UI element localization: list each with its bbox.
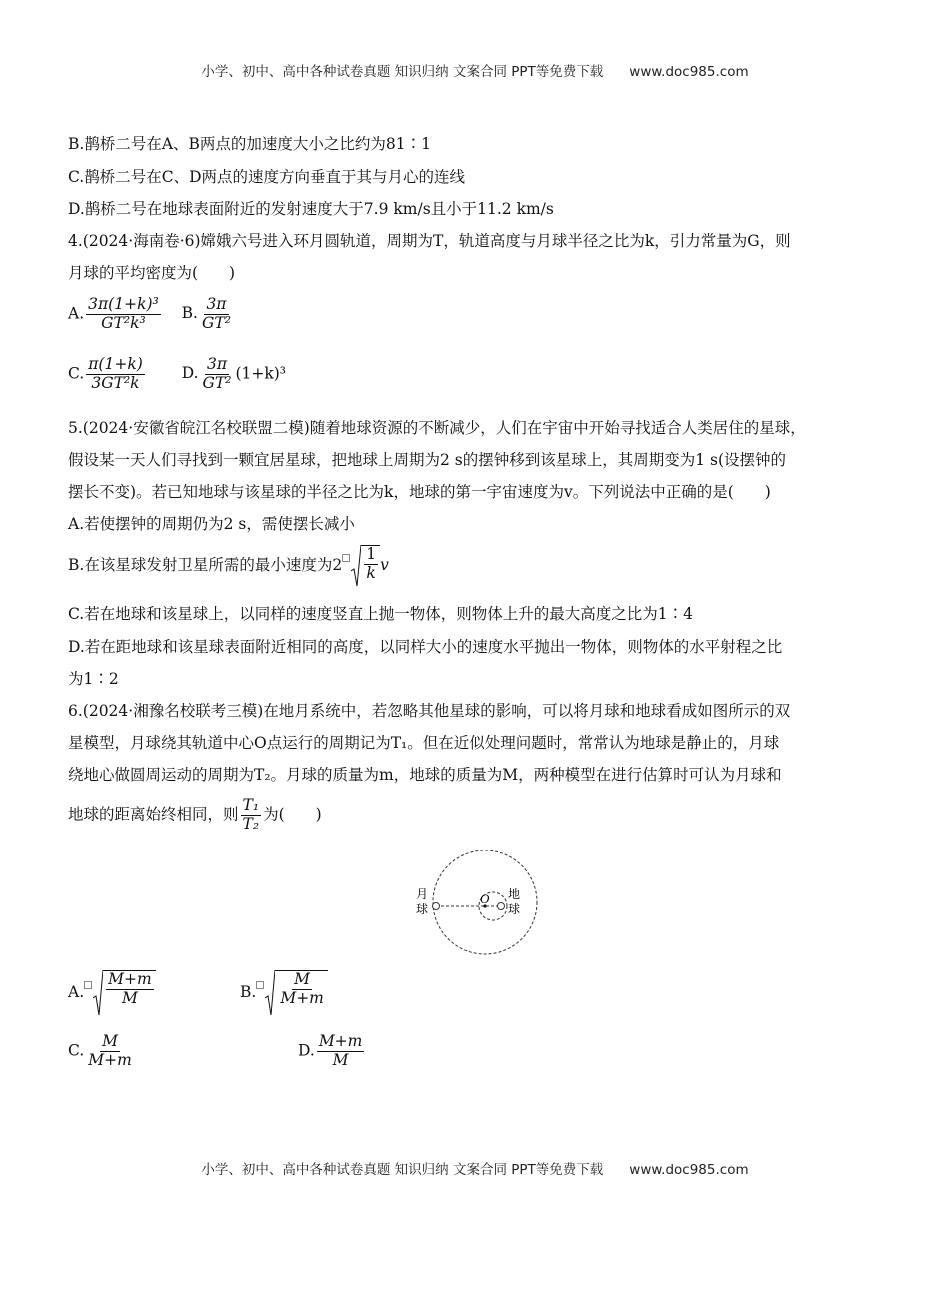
q5-option-d-line2: 为1∶2 bbox=[68, 670, 119, 688]
q4-option-b-fraction bbox=[200, 296, 233, 333]
q6-option-a-fraction bbox=[106, 971, 154, 1008]
fraction-denominator: GT² bbox=[202, 373, 232, 392]
center-label: O bbox=[480, 891, 490, 906]
velocity-symbol: v bbox=[380, 556, 389, 574]
q3-option-b: B.鹊桥二号在A、B两点的加速度大小之比约为81∶1 bbox=[68, 135, 431, 153]
fraction-numerator: 3π(1+k)³ bbox=[88, 295, 159, 313]
q5-stem-line1: 5.(2024·安徽省皖江名校联盟二模)随着地球资源的不断减少，人们在宇宙中开始寻找适合人类居住的星球， bbox=[68, 419, 806, 437]
fraction-denominator: M+m bbox=[88, 1050, 132, 1069]
placeholder-box-icon bbox=[342, 554, 350, 562]
q5-option-b bbox=[68, 545, 389, 587]
page-header bbox=[0, 60, 950, 80]
q4-options-row2 bbox=[68, 356, 286, 393]
q6-option-d-fraction bbox=[317, 1033, 365, 1070]
q6-stem-line1: 6.(2024·湘豫名校联考三模)在地月系统中，若忽略其他星球的影响，可以将月球和地球看成如图所示的双 bbox=[68, 702, 791, 720]
sqrt-radical bbox=[351, 545, 380, 587]
q3-option-d: D.鹊桥二号在地球表面附近的发射速度大于7.9 km/s且小于11.2 km/s bbox=[68, 200, 554, 218]
fraction-numerator: M bbox=[102, 1032, 118, 1050]
q4-option-b-label: B. bbox=[181, 304, 198, 323]
fraction-numerator: M+m bbox=[318, 1032, 363, 1050]
fraction-numerator: 1 bbox=[366, 545, 377, 563]
q5-option-b-fraction bbox=[364, 546, 378, 583]
q4-option-c-label: C. bbox=[68, 364, 85, 383]
q6-stem-line3: 绕地心做圆周运动的周期为T₂。月球的质量为m，地球的质量为M，两种模型在进行估算时可认为月球和 bbox=[68, 766, 782, 784]
sqrt-radical bbox=[93, 970, 156, 1016]
fraction-numerator: M bbox=[294, 970, 311, 988]
earth-dot bbox=[498, 903, 505, 910]
moon-label-char2: 球 bbox=[416, 902, 429, 916]
q4-option-d-label: D. bbox=[181, 364, 199, 383]
q5-option-d-line1: D.若在距地球和该星球表面附近相同的高度，以同样大小的速度水平抛出一物体，则物体的水平射程之比 bbox=[68, 638, 783, 656]
fraction-denominator: GT² bbox=[202, 313, 231, 332]
q6-stem-line4 bbox=[68, 797, 322, 834]
placeholder-box-icon bbox=[84, 981, 92, 989]
q4-option-a-label: A. bbox=[68, 304, 85, 323]
sqrt-radical bbox=[265, 970, 328, 1016]
q6-option-c-label: C. bbox=[68, 1041, 85, 1060]
moon-label bbox=[416, 887, 428, 916]
fraction-denominator: M bbox=[121, 988, 138, 1007]
q6-option-b-label: B. bbox=[240, 983, 257, 1001]
q6-option-b-fraction bbox=[278, 971, 326, 1008]
fraction-numerator: π(1+k) bbox=[88, 355, 143, 373]
header-text: 小学、初中、高中各种试卷真题 知识归纳 文案合同 PPT等免费下载 bbox=[201, 64, 604, 80]
q5-option-c: C.若在地球和该星球上，以同样的速度竖直上抛一物体，则物体上升的最大高度之比为1∶4 bbox=[68, 605, 693, 623]
moon-dot bbox=[433, 903, 440, 910]
q3-option-c: C.鹊桥二号在C、D两点的速度方向垂直于其与月心的连线 bbox=[68, 168, 466, 186]
q6-option-d bbox=[298, 1033, 366, 1070]
fraction-numerator: M+m bbox=[108, 970, 152, 988]
q6-option-b bbox=[240, 970, 328, 1016]
q6-stem-line2: 星模型，月球绕其轨道中心O点运行的周期记为T₁。但在近似处理问题时，常常认为地球是静止的，月球 bbox=[68, 734, 780, 752]
fraction-denominator: GT²k³ bbox=[101, 313, 146, 332]
header-url[interactable]: www.doc985.com bbox=[629, 64, 749, 80]
q6-ratio-fraction bbox=[241, 797, 262, 834]
radical-sign-icon bbox=[265, 970, 275, 1016]
earth-label-char2: 球 bbox=[508, 902, 521, 916]
fraction-denominator: k bbox=[366, 563, 376, 582]
fraction-denominator: M+m bbox=[280, 988, 324, 1007]
fraction-numerator: 3π bbox=[206, 295, 227, 313]
earth-label-char1: 地 bbox=[508, 887, 521, 901]
q4-option-a-fraction bbox=[86, 296, 161, 333]
earth-moon-binary-diagram bbox=[410, 850, 550, 960]
q6-stem-line4-pre: 地球的距离始终相同，则 bbox=[68, 805, 239, 824]
q4-stem-line1: 4.(2024·海南卷·6)嫦娥六号进入环月圆轨道，周期为T，轨道高度与月球半径之比为k，引力常量为G，则 bbox=[68, 232, 791, 250]
footer-url[interactable]: www.doc985.com bbox=[629, 1162, 749, 1178]
radical-sign-icon bbox=[351, 545, 361, 587]
q5-option-b-text: B.在该星球发射卫星所需的最小速度为2 bbox=[68, 556, 343, 574]
fraction-denominator: T₂ bbox=[242, 814, 260, 833]
q4-stem-line2: 月球的平均密度为( ) bbox=[68, 264, 236, 282]
moon-label-char1: 月 bbox=[416, 887, 429, 901]
fraction-denominator: M bbox=[332, 1050, 349, 1069]
q4-option-d-tail: (1+k)³ bbox=[235, 364, 287, 383]
q6-option-c-fraction bbox=[86, 1033, 134, 1070]
footer-text: 小学、初中、高中各种试卷真题 知识归纳 文案合同 PPT等免费下载 bbox=[201, 1162, 604, 1178]
fraction-numerator: 3π bbox=[206, 355, 228, 373]
page-footer bbox=[0, 1158, 950, 1178]
fraction-numerator: T₁ bbox=[242, 796, 260, 814]
q5-stem-line3: 摆长不变)。若已知地球与该星球的半径之比为k，地球的第一宇宙速度为v。下列说法中正确的是( ) bbox=[68, 483, 771, 501]
q6-option-a-label: A. bbox=[68, 983, 85, 1001]
q4-options-row1 bbox=[68, 296, 235, 333]
q6-stem-line4-post: 为( ) bbox=[263, 805, 322, 824]
placeholder-box-icon bbox=[256, 981, 264, 989]
q5-stem-line2: 假设某一天人们寻找到一颗宜居星球，把地球上周期为2 s的摆钟移到该星球上，其周期变为1 s(设摆钟的 bbox=[68, 451, 787, 469]
q4-option-d-fraction bbox=[201, 356, 234, 393]
q6-option-d-label: D. bbox=[298, 1041, 315, 1060]
fraction-denominator: 3GT²k bbox=[91, 373, 140, 392]
earth-label bbox=[508, 886, 520, 916]
q4-option-c-fraction bbox=[86, 356, 145, 393]
q6-option-a bbox=[68, 970, 156, 1016]
q5-option-a: A.若使摆钟的周期仍为2 s，需使摆长减小 bbox=[68, 515, 355, 533]
radical-sign-icon bbox=[93, 970, 103, 1016]
q6-option-c bbox=[68, 1033, 136, 1070]
